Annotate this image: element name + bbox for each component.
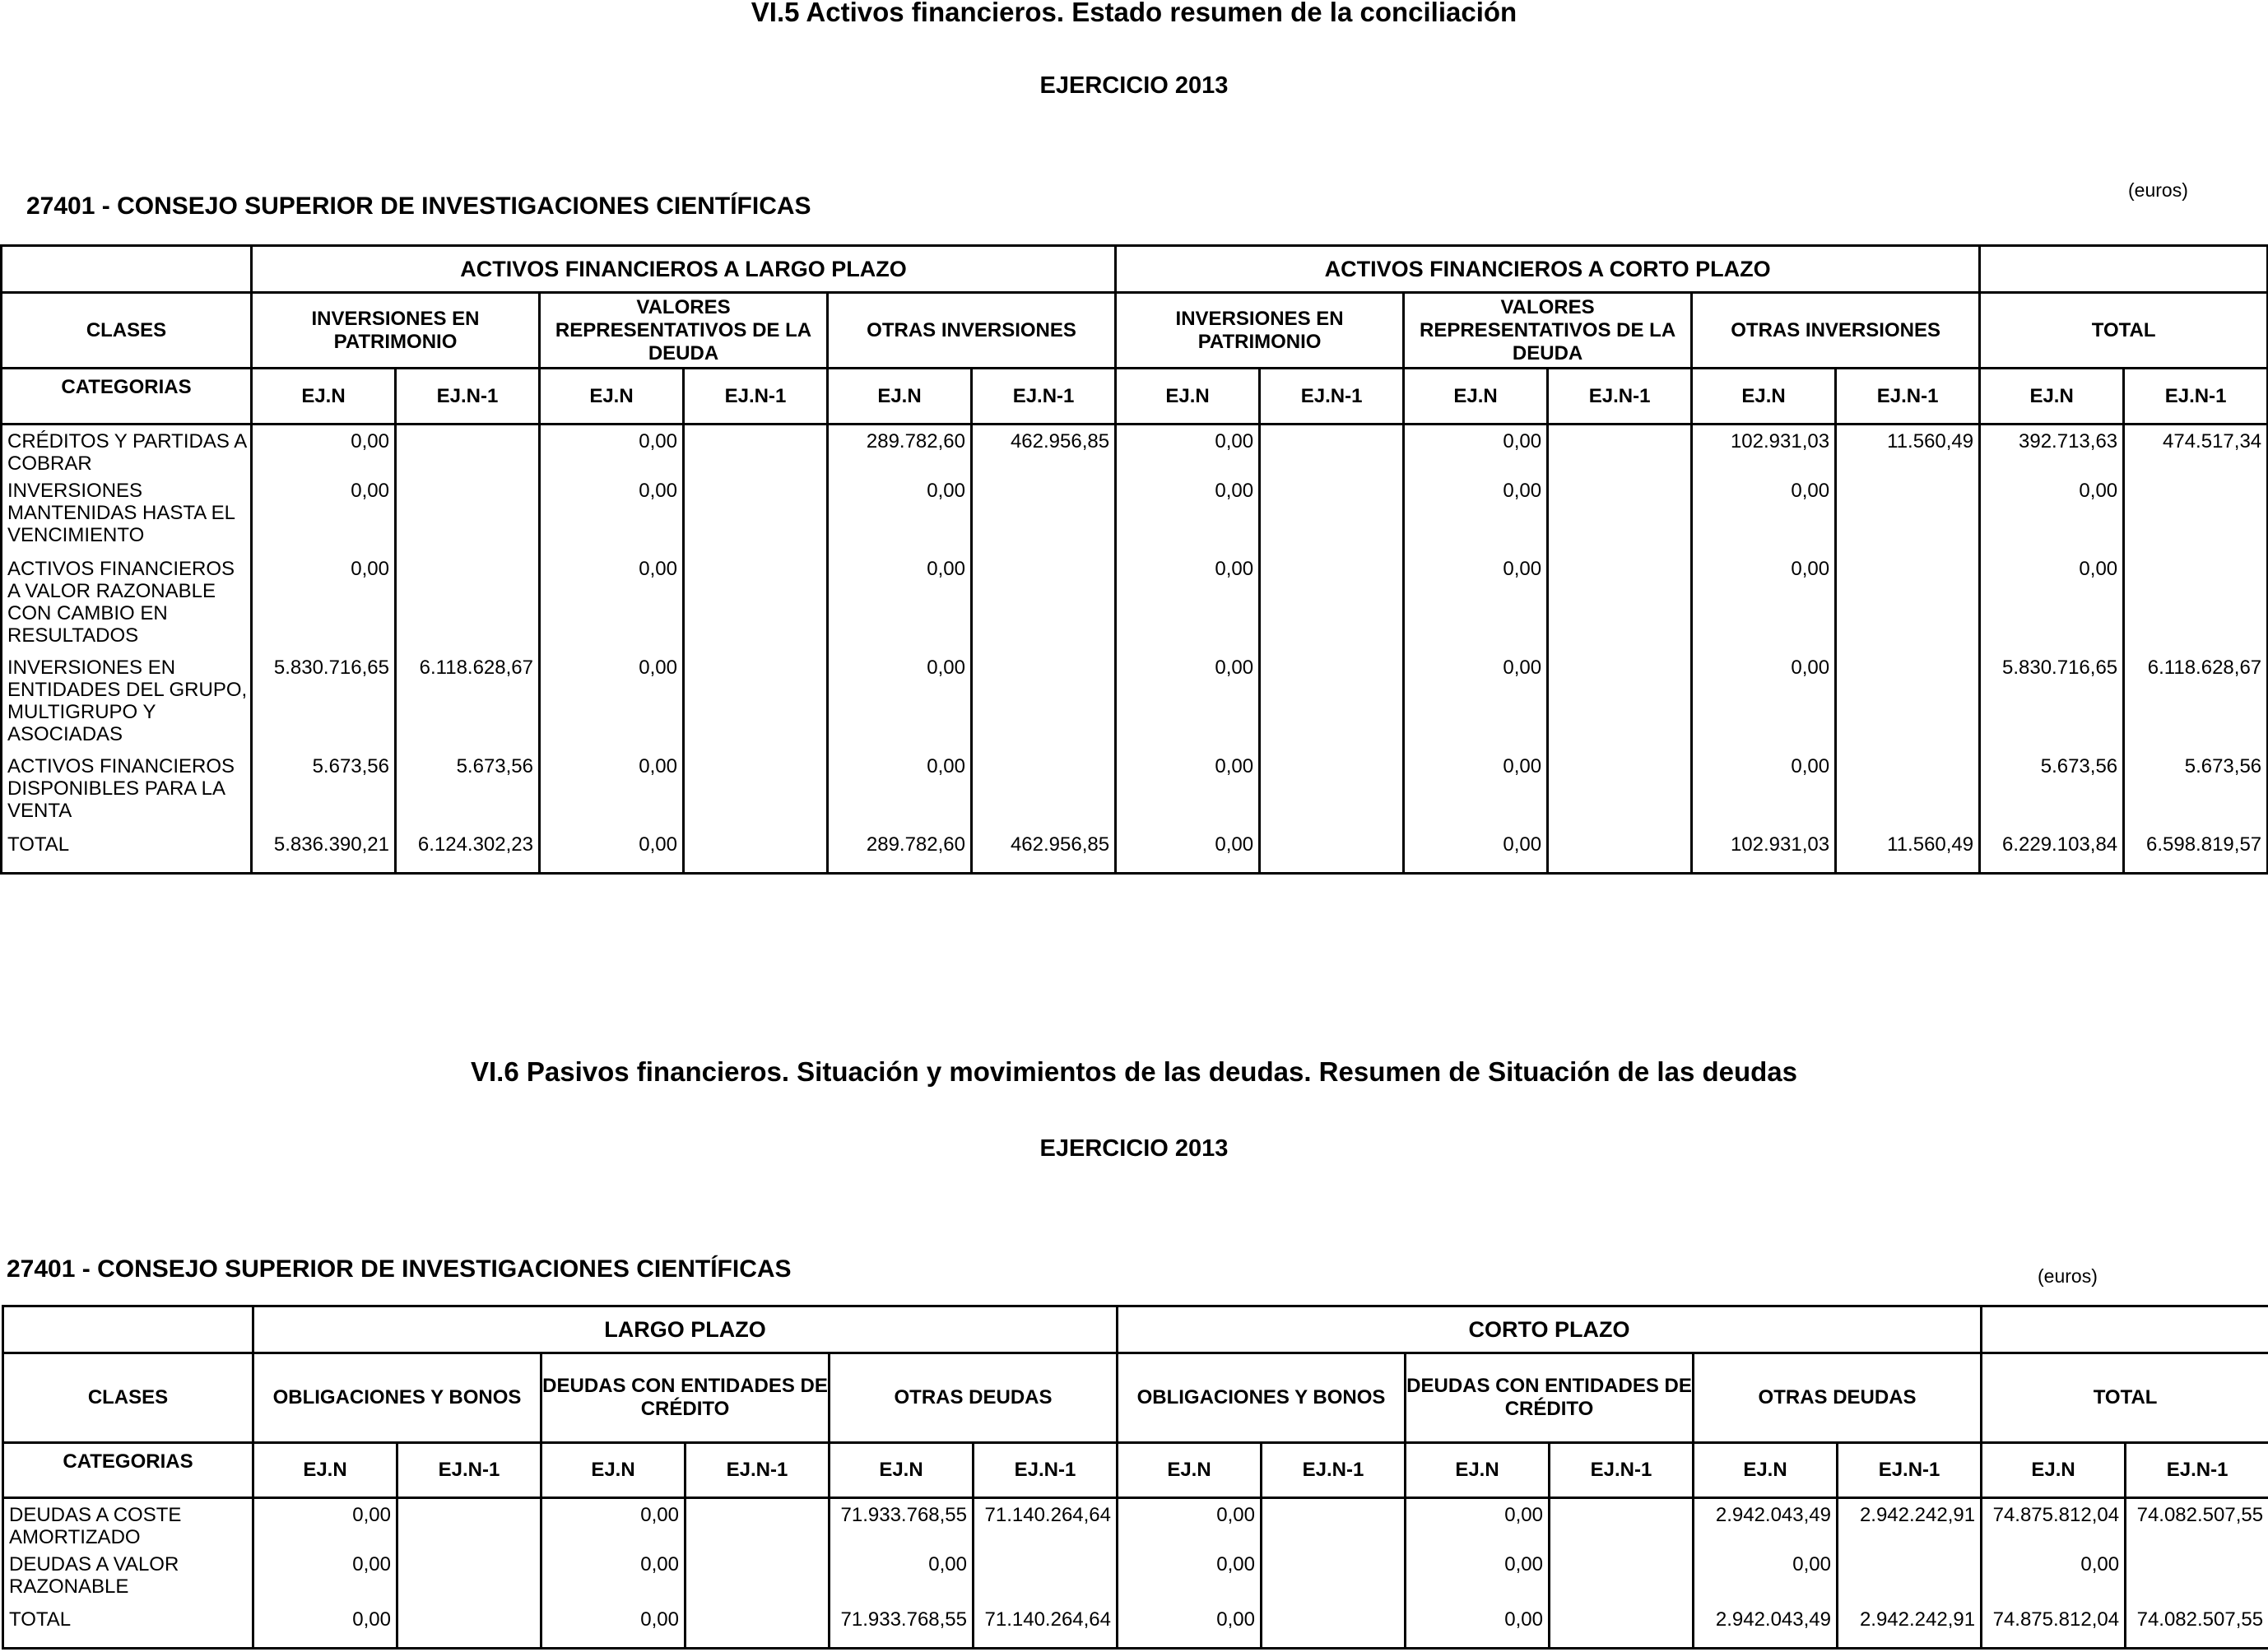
value-cell: 474.517,34 bbox=[2124, 425, 2268, 480]
value-cell: 0,00 bbox=[828, 480, 972, 558]
table-column-header-row bbox=[3, 1353, 2268, 1443]
value-cell bbox=[1262, 1608, 1406, 1649]
value-cell bbox=[396, 558, 540, 657]
value-cell: 0,00 bbox=[1404, 833, 1548, 874]
value-cell: 0,00 bbox=[540, 833, 684, 874]
year-header-ejn: EJ.N bbox=[830, 1443, 974, 1498]
col-header-otras-deudas: OTRAS DEUDAS bbox=[1694, 1353, 1982, 1443]
value-cell: 11.560,49 bbox=[1836, 833, 1980, 874]
section1-units: (euros) bbox=[2128, 179, 2188, 201]
value-cell bbox=[1550, 1608, 1694, 1649]
value-cell bbox=[684, 833, 828, 874]
value-cell: 392.713,63 bbox=[1980, 425, 2124, 480]
value-cell bbox=[1836, 558, 1980, 657]
col-header-otras-deudas: OTRAS DEUDAS bbox=[830, 1353, 1118, 1443]
value-cell bbox=[1260, 755, 1404, 833]
value-cell bbox=[396, 480, 540, 558]
value-cell: 0,00 bbox=[1692, 657, 1836, 755]
year-header-ejn1: EJ.N-1 bbox=[686, 1443, 830, 1498]
table-group-header-row bbox=[3, 1306, 2268, 1353]
clases-header: CLASES bbox=[3, 1353, 253, 1443]
value-cell bbox=[1838, 1553, 1982, 1608]
blank-header-cell bbox=[1980, 246, 2268, 293]
value-cell: 6.598.819,57 bbox=[2124, 833, 2268, 874]
group-header-long-term: LARGO PLAZO bbox=[253, 1306, 1118, 1353]
row-label: INVERSIONES MANTENIDAS HASTA EL VENCIMIENTO bbox=[2, 480, 252, 558]
value-cell: 0,00 bbox=[1982, 1553, 2126, 1608]
value-cell bbox=[2124, 558, 2268, 657]
value-cell: 5.673,56 bbox=[252, 755, 396, 833]
value-cell: 0,00 bbox=[1118, 1498, 1262, 1553]
table-column-header-row bbox=[2, 293, 2268, 369]
value-cell bbox=[972, 755, 1116, 833]
year-header-ejn1: EJ.N-1 bbox=[974, 1443, 1118, 1498]
categorias-header: CATEGORIAS bbox=[3, 1443, 253, 1498]
blank-header-cell bbox=[1982, 1306, 2268, 1353]
year-header-ejn1: EJ.N-1 bbox=[1836, 369, 1980, 425]
group-header-long-term: ACTIVOS FINANCIEROS A LARGO PLAZO bbox=[252, 246, 1116, 293]
col-header-valores-deuda: VALORES REPRESENTATIVOS DE LA DEUDA bbox=[1404, 293, 1692, 369]
row-label: TOTAL bbox=[3, 1608, 253, 1649]
value-cell bbox=[972, 558, 1116, 657]
table-row bbox=[2, 425, 2268, 480]
value-cell: 0,00 bbox=[1404, 425, 1548, 480]
value-cell: 102.931,03 bbox=[1692, 425, 1836, 480]
value-cell bbox=[1260, 558, 1404, 657]
value-cell bbox=[1548, 833, 1692, 874]
value-cell bbox=[1262, 1553, 1406, 1608]
value-cell: 5.673,56 bbox=[2124, 755, 2268, 833]
row-label: DEUDAS A COSTE AMORTIZADO bbox=[3, 1498, 253, 1553]
value-cell bbox=[972, 480, 1116, 558]
value-cell bbox=[684, 425, 828, 480]
value-cell: 0,00 bbox=[1116, 425, 1260, 480]
value-cell: 2.942.242,91 bbox=[1838, 1498, 1982, 1553]
year-header-ejn: EJ.N bbox=[828, 369, 972, 425]
col-header-inversiones-patrimonio: INVERSIONES EN PATRIMONIO bbox=[252, 293, 540, 369]
value-cell: 5.673,56 bbox=[1980, 755, 2124, 833]
value-cell: 74.875.812,04 bbox=[1982, 1608, 2126, 1649]
table-row bbox=[2, 833, 2268, 874]
value-cell bbox=[1260, 657, 1404, 755]
value-cell: 71.933.768,55 bbox=[830, 1498, 974, 1553]
value-cell bbox=[1550, 1498, 1694, 1553]
table-row bbox=[2, 480, 2268, 558]
year-header-ejn1: EJ.N-1 bbox=[2124, 369, 2268, 425]
row-label: ACTIVOS FINANCIEROS DISPONIBLES PARA LA VENTA bbox=[2, 755, 252, 833]
value-cell: 5.830.716,65 bbox=[1980, 657, 2124, 755]
value-cell bbox=[686, 1498, 830, 1553]
value-cell: 0,00 bbox=[1404, 755, 1548, 833]
value-cell: 74.082.507,55 bbox=[2126, 1608, 2268, 1649]
value-cell bbox=[684, 755, 828, 833]
value-cell: 0,00 bbox=[830, 1553, 974, 1608]
col-header-total: TOTAL bbox=[1982, 1353, 2268, 1443]
value-cell bbox=[396, 425, 540, 480]
year-header-ejn1: EJ.N-1 bbox=[972, 369, 1116, 425]
value-cell: 0,00 bbox=[540, 425, 684, 480]
col-header-total: TOTAL bbox=[1980, 293, 2268, 369]
year-header-ejn: EJ.N bbox=[1982, 1443, 2126, 1498]
blank-header-cell bbox=[3, 1306, 253, 1353]
value-cell bbox=[1260, 480, 1404, 558]
value-cell: 0,00 bbox=[1404, 480, 1548, 558]
value-cell: 74.082.507,55 bbox=[2126, 1498, 2268, 1553]
table-row bbox=[3, 1498, 2268, 1553]
col-header-deudas-entidades-credito: DEUDAS CON ENTIDADES DE CRÉDITO bbox=[1406, 1353, 1694, 1443]
value-cell: 0,00 bbox=[540, 480, 684, 558]
blank-header-cell bbox=[2, 246, 252, 293]
year-header-ejn1: EJ.N-1 bbox=[1548, 369, 1692, 425]
col-header-obligaciones-bonos: OBLIGACIONES Y BONOS bbox=[1118, 1353, 1406, 1443]
value-cell bbox=[974, 1553, 1118, 1608]
value-cell bbox=[1260, 425, 1404, 480]
row-label: CRÉDITOS Y PARTIDAS A COBRAR bbox=[2, 425, 252, 480]
table-row bbox=[3, 1608, 2268, 1649]
group-header-short-term: ACTIVOS FINANCIEROS A CORTO PLAZO bbox=[1116, 246, 1980, 293]
col-header-otras-inversiones: OTRAS INVERSIONES bbox=[1692, 293, 1980, 369]
value-cell: 0,00 bbox=[1980, 480, 2124, 558]
financial-assets-table bbox=[0, 244, 2268, 875]
value-cell: 0,00 bbox=[540, 755, 684, 833]
value-cell: 0,00 bbox=[1404, 657, 1548, 755]
value-cell: 0,00 bbox=[828, 755, 972, 833]
value-cell: 6.229.103,84 bbox=[1980, 833, 2124, 874]
value-cell: 0,00 bbox=[1116, 833, 1260, 874]
year-header-ejn1: EJ.N-1 bbox=[1838, 1443, 1982, 1498]
row-label: DEUDAS A VALOR RAZONABLE bbox=[3, 1553, 253, 1608]
section2-units: (euros) bbox=[2038, 1265, 2098, 1287]
year-header-ejn1: EJ.N-1 bbox=[1260, 369, 1404, 425]
value-cell: 0,00 bbox=[1692, 480, 1836, 558]
financial-liabilities-table bbox=[2, 1305, 2268, 1650]
col-header-deudas-entidades-credito: DEUDAS CON ENTIDADES DE CRÉDITO bbox=[541, 1353, 830, 1443]
year-header-ejn1: EJ.N-1 bbox=[397, 1443, 541, 1498]
value-cell bbox=[2124, 480, 2268, 558]
clases-header: CLASES bbox=[2, 293, 252, 369]
value-cell: 102.931,03 bbox=[1692, 833, 1836, 874]
value-cell bbox=[1550, 1553, 1694, 1608]
year-header-ejn: EJ.N bbox=[1118, 1443, 1262, 1498]
section2-title: VI.6 Pasivos financieros. Situación y movimientos de las deudas. Resumen de Situación de las deudas bbox=[470, 1056, 1798, 1087]
value-cell: 5.836.390,21 bbox=[252, 833, 396, 874]
value-cell: 0,00 bbox=[1980, 558, 2124, 657]
value-cell: 0,00 bbox=[540, 558, 684, 657]
value-cell: 0,00 bbox=[828, 657, 972, 755]
row-label: INVERSIONES EN ENTIDADES DEL GRUPO, MULTIGRUPO Y ASOCIADAS bbox=[2, 657, 252, 755]
value-cell bbox=[1548, 558, 1692, 657]
value-cell bbox=[1836, 480, 1980, 558]
year-header-ejn: EJ.N bbox=[541, 1443, 686, 1498]
value-cell: 0,00 bbox=[1694, 1553, 1838, 1608]
value-cell: 0,00 bbox=[1406, 1498, 1550, 1553]
value-cell: 2.942.043,49 bbox=[1694, 1608, 1838, 1649]
value-cell: 71.933.768,55 bbox=[830, 1608, 974, 1649]
value-cell: 2.942.242,91 bbox=[1838, 1608, 1982, 1649]
value-cell bbox=[1548, 657, 1692, 755]
year-header-ejn: EJ.N bbox=[1116, 369, 1260, 425]
value-cell bbox=[1260, 833, 1404, 874]
value-cell bbox=[1836, 657, 1980, 755]
value-cell bbox=[2126, 1553, 2268, 1608]
year-header-ejn: EJ.N bbox=[1694, 1443, 1838, 1498]
value-cell: 462.956,85 bbox=[972, 833, 1116, 874]
year-header-ejn: EJ.N bbox=[540, 369, 684, 425]
value-cell bbox=[686, 1553, 830, 1608]
value-cell bbox=[684, 657, 828, 755]
section1-title: VI.5 Activos financieros. Estado resumen de la conciliación bbox=[751, 0, 1517, 27]
year-header-ejn1: EJ.N-1 bbox=[684, 369, 828, 425]
col-header-valores-deuda: VALORES REPRESENTATIVOS DE LA DEUDA bbox=[540, 293, 828, 369]
value-cell: 0,00 bbox=[541, 1553, 686, 1608]
table-year-header-row bbox=[3, 1443, 2268, 1498]
value-cell: 0,00 bbox=[1404, 558, 1548, 657]
value-cell bbox=[972, 657, 1116, 755]
value-cell: 0,00 bbox=[253, 1498, 397, 1553]
value-cell: 462.956,85 bbox=[972, 425, 1116, 480]
value-cell bbox=[1548, 480, 1692, 558]
year-header-ejn: EJ.N bbox=[1404, 369, 1548, 425]
row-label: ACTIVOS FINANCIEROS A VALOR RAZONABLE CON CAMBIO EN RESULTADOS bbox=[2, 558, 252, 657]
value-cell bbox=[684, 480, 828, 558]
value-cell bbox=[397, 1553, 541, 1608]
value-cell bbox=[1836, 755, 1980, 833]
value-cell bbox=[686, 1608, 830, 1649]
year-header-ejn1: EJ.N-1 bbox=[2126, 1443, 2268, 1498]
categorias-header: CATEGORIAS bbox=[2, 369, 252, 425]
value-cell: 289.782,60 bbox=[828, 425, 972, 480]
section2-subtitle: EJERCICIO 2013 bbox=[1039, 1135, 1229, 1162]
value-cell: 0,00 bbox=[1118, 1553, 1262, 1608]
value-cell: 289.782,60 bbox=[828, 833, 972, 874]
group-header-short-term: CORTO PLAZO bbox=[1118, 1306, 1982, 1353]
value-cell: 0,00 bbox=[1116, 480, 1260, 558]
value-cell: 0,00 bbox=[541, 1608, 686, 1649]
year-header-ejn: EJ.N bbox=[1980, 369, 2124, 425]
table-group-header-row bbox=[2, 246, 2268, 293]
value-cell: 0,00 bbox=[1118, 1608, 1262, 1649]
value-cell bbox=[1548, 425, 1692, 480]
value-cell bbox=[684, 558, 828, 657]
section2-org-name: 27401 - CONSEJO SUPERIOR DE INVESTIGACIONES CIENTÍFICAS bbox=[7, 1255, 792, 1283]
value-cell: 6.124.302,23 bbox=[396, 833, 540, 874]
value-cell: 2.942.043,49 bbox=[1694, 1498, 1838, 1553]
col-header-obligaciones-bonos: OBLIGACIONES Y BONOS bbox=[253, 1353, 541, 1443]
year-header-ejn: EJ.N bbox=[1406, 1443, 1550, 1498]
value-cell: 0,00 bbox=[1116, 657, 1260, 755]
value-cell: 5.830.716,65 bbox=[252, 657, 396, 755]
col-header-otras-inversiones: OTRAS INVERSIONES bbox=[828, 293, 1116, 369]
value-cell: 71.140.264,64 bbox=[974, 1498, 1118, 1553]
table-row bbox=[2, 755, 2268, 833]
table-row bbox=[2, 558, 2268, 657]
value-cell bbox=[397, 1608, 541, 1649]
section1-org-name: 27401 - CONSEJO SUPERIOR DE INVESTIGACIONES CIENTÍFICAS bbox=[26, 193, 811, 220]
value-cell: 0,00 bbox=[252, 558, 396, 657]
value-cell: 0,00 bbox=[1692, 558, 1836, 657]
value-cell: 0,00 bbox=[1116, 755, 1260, 833]
row-label: TOTAL bbox=[2, 833, 252, 874]
value-cell: 0,00 bbox=[1692, 755, 1836, 833]
value-cell: 0,00 bbox=[1406, 1553, 1550, 1608]
year-header-ejn: EJ.N bbox=[253, 1443, 397, 1498]
section1-subtitle: EJERCICIO 2013 bbox=[1039, 72, 1229, 99]
value-cell: 0,00 bbox=[252, 480, 396, 558]
table-row bbox=[3, 1553, 2268, 1608]
value-cell: 6.118.628,67 bbox=[396, 657, 540, 755]
table-row bbox=[2, 657, 2268, 755]
year-header-ejn: EJ.N bbox=[1692, 369, 1836, 425]
value-cell: 0,00 bbox=[828, 558, 972, 657]
value-cell: 11.560,49 bbox=[1836, 425, 1980, 480]
value-cell: 0,00 bbox=[1116, 558, 1260, 657]
table-year-header-row bbox=[2, 369, 2268, 425]
value-cell bbox=[397, 1498, 541, 1553]
year-header-ejn1: EJ.N-1 bbox=[1550, 1443, 1694, 1498]
col-header-inversiones-patrimonio: INVERSIONES EN PATRIMONIO bbox=[1116, 293, 1404, 369]
year-header-ejn: EJ.N bbox=[252, 369, 396, 425]
year-header-ejn1: EJ.N-1 bbox=[396, 369, 540, 425]
value-cell: 0,00 bbox=[540, 657, 684, 755]
value-cell: 6.118.628,67 bbox=[2124, 657, 2268, 755]
value-cell: 0,00 bbox=[252, 425, 396, 480]
value-cell bbox=[1262, 1498, 1406, 1553]
value-cell: 0,00 bbox=[1406, 1608, 1550, 1649]
year-header-ejn1: EJ.N-1 bbox=[1262, 1443, 1406, 1498]
value-cell: 5.673,56 bbox=[396, 755, 540, 833]
value-cell: 0,00 bbox=[253, 1608, 397, 1649]
value-cell: 0,00 bbox=[541, 1498, 686, 1553]
value-cell: 74.875.812,04 bbox=[1982, 1498, 2126, 1553]
value-cell: 71.140.264,64 bbox=[974, 1608, 1118, 1649]
value-cell: 0,00 bbox=[253, 1553, 397, 1608]
value-cell bbox=[1548, 755, 1692, 833]
